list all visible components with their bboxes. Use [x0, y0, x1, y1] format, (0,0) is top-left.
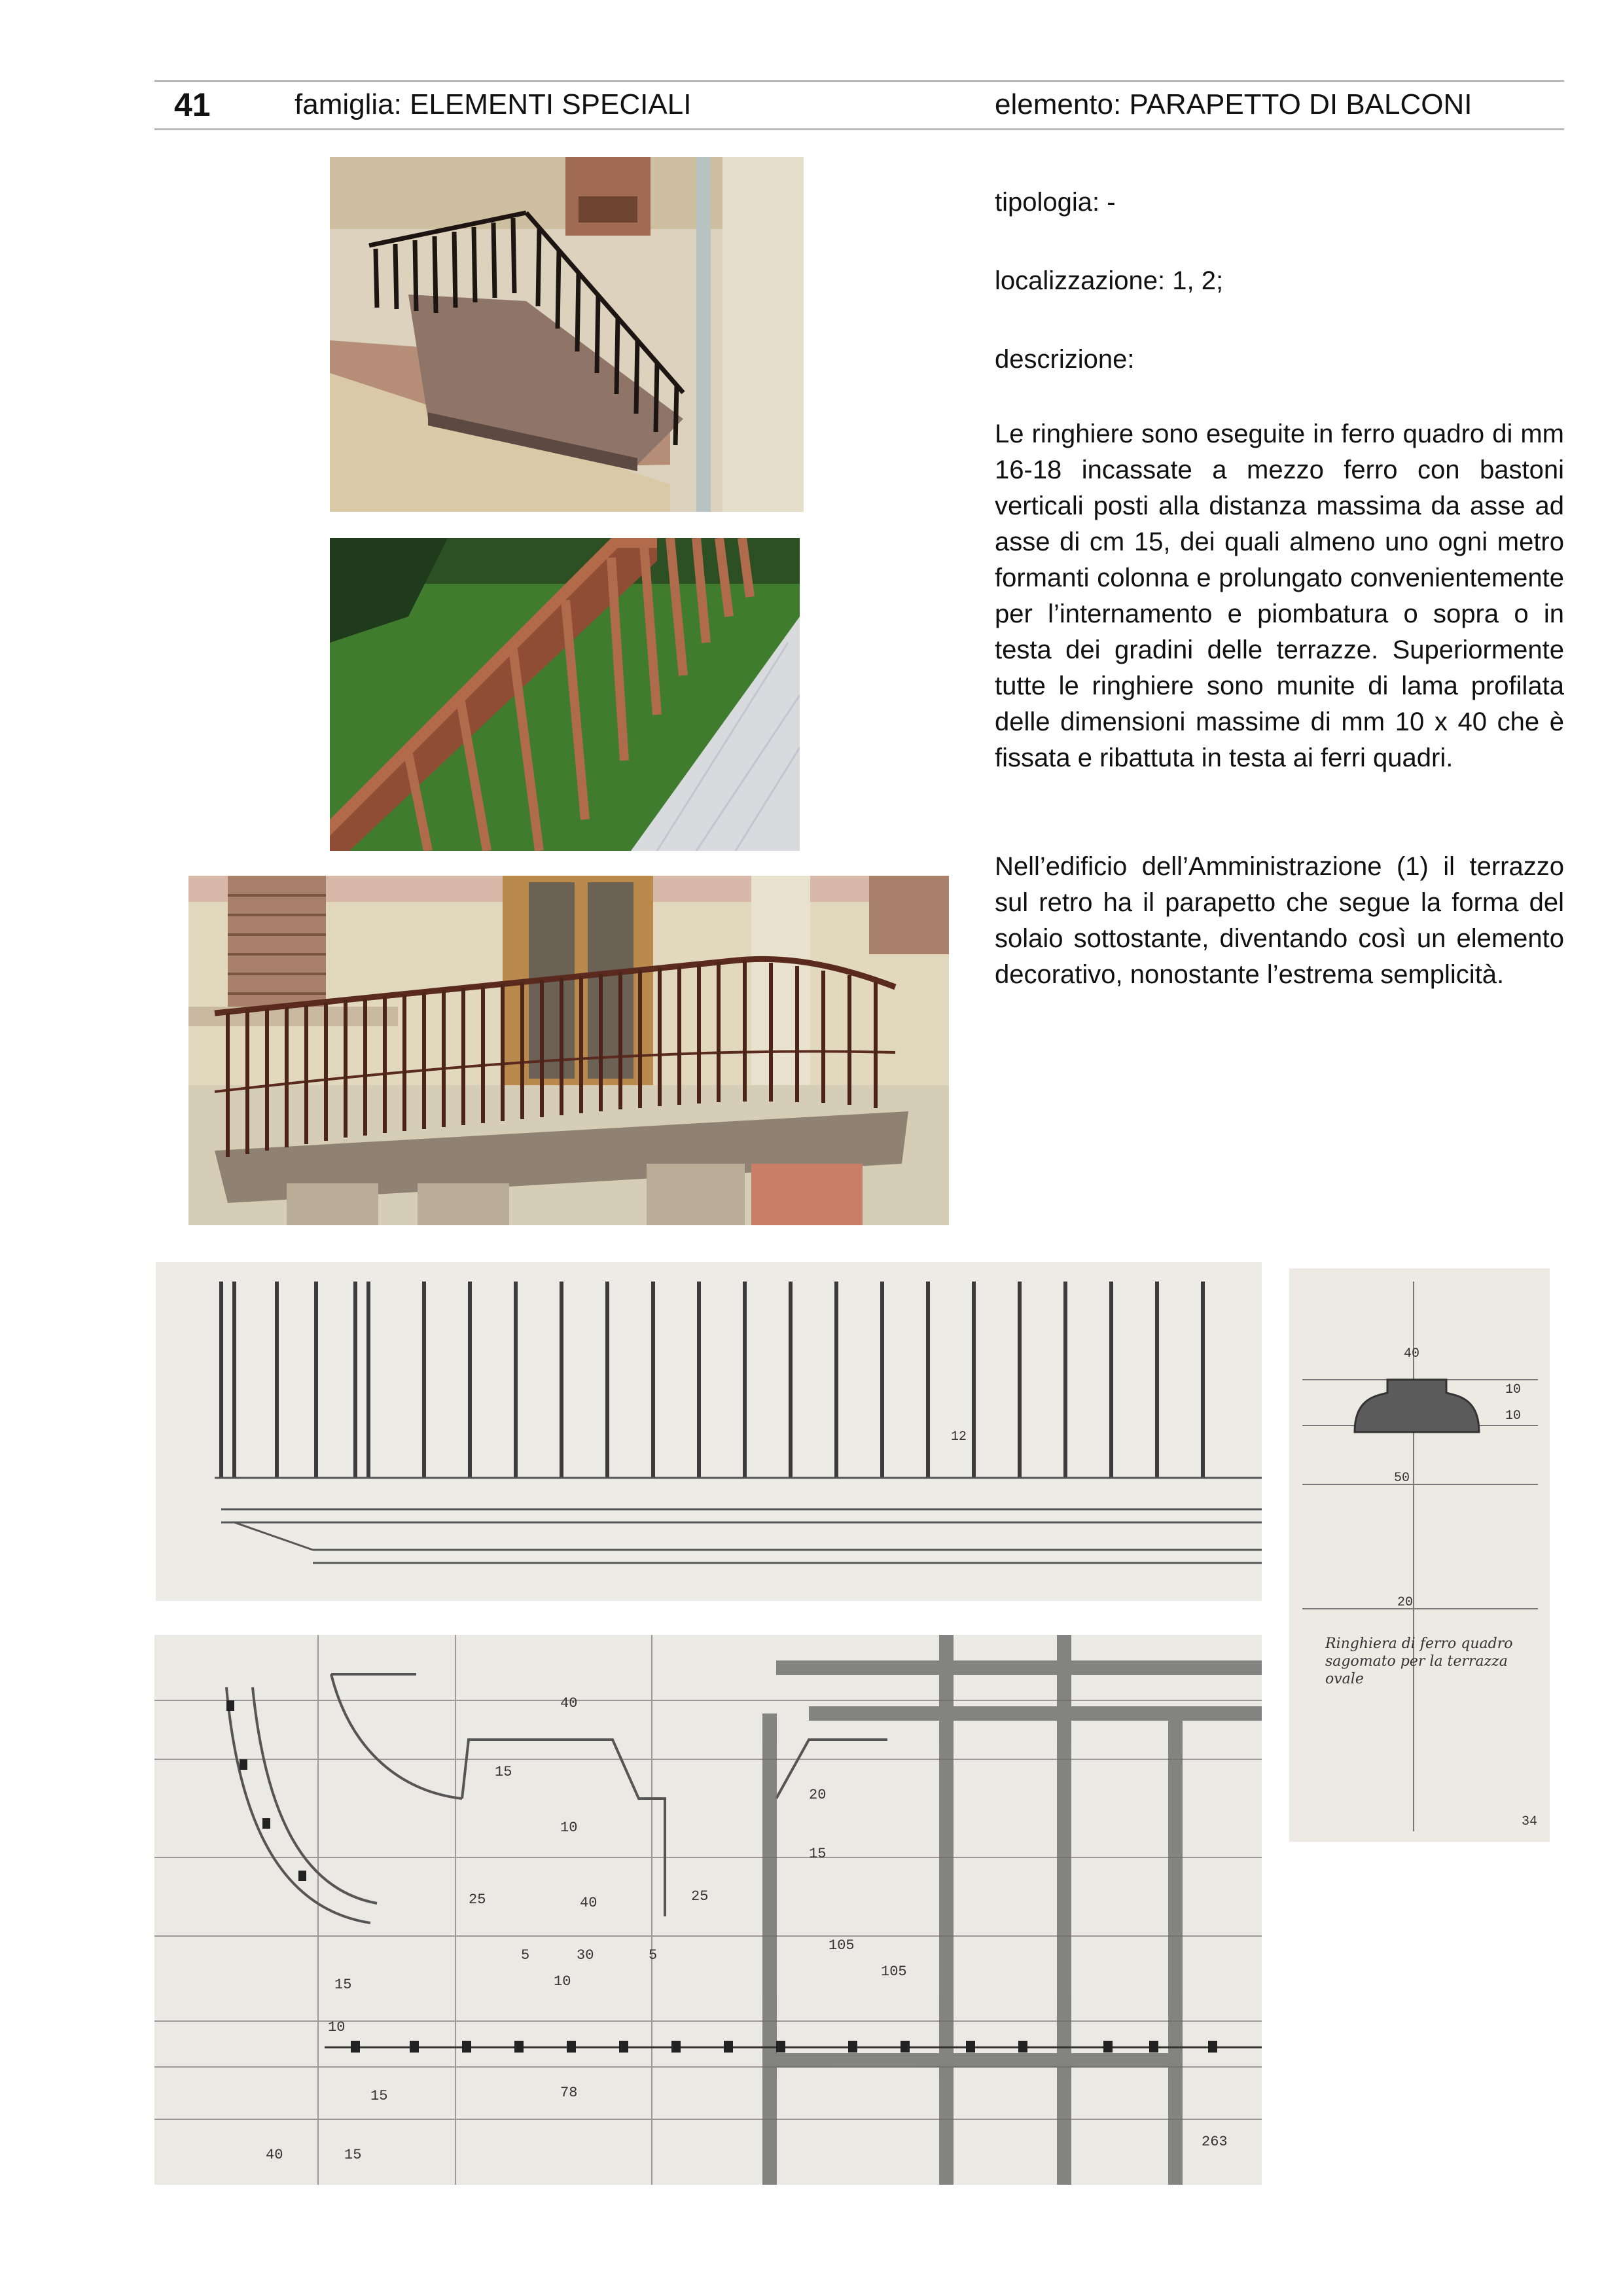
plan-dim-2: 40 — [560, 1695, 578, 1712]
plan-dim-17: 20 — [809, 1787, 827, 1803]
plan-dim-15: 40 — [266, 2147, 283, 2163]
plan-dim-19: 105 — [829, 1937, 855, 1954]
section-dim-mid: 50 — [1394, 1471, 1410, 1486]
plan-dim-4: 25 — [691, 1888, 709, 1905]
plan-dim-21: 263 — [1202, 2134, 1228, 2150]
photo-balcony-underside — [330, 157, 804, 512]
photo-balcony-facade — [188, 876, 949, 1225]
plan-dim-7: 5 — [521, 1947, 530, 1964]
header-bottom-rule — [154, 128, 1564, 130]
tipologia-line: tipologia: - — [995, 188, 1116, 217]
section-note: Ringhiera di ferro quadro sagomato per la terrazza ovale — [1325, 1636, 1513, 1687]
description-paragraph-1 — [995, 416, 1564, 776]
section-dim-top: 40 — [1404, 1346, 1420, 1361]
elevation-dim-label: 12 — [951, 1429, 967, 1444]
section-dim-low: 20 — [1397, 1595, 1414, 1610]
section-dim-side-b: 10 — [1505, 1408, 1522, 1424]
family-label: famiglia: ELEMENTI SPECIALI — [294, 88, 692, 120]
plan-dim-20: 105 — [881, 1964, 907, 1980]
description-paragraph-2 — [995, 849, 1564, 993]
plan-dim-3: 10 — [560, 1820, 578, 1836]
photo-railing-detail — [330, 538, 800, 851]
plan-dim-13: 15 — [370, 2088, 388, 2104]
section-dim-bottom: 34 — [1522, 1814, 1538, 1829]
plan-dim-5: 40 — [580, 1895, 597, 1911]
paragraph-2-text: Nell’edificio dell’Amministrazione (1) il terrazzo sul retro ha il parapetto che segue la forma del solaio sottostante, diventando così un elemento decorativo, nonostante l’estrema semplicità. — [995, 852, 1564, 989]
plan-dim-9: 5 — [649, 1947, 658, 1964]
plan-dim-10: 10 — [554, 1973, 571, 1990]
element-label: elemento: PARAPETTO DI BALCONI — [995, 88, 1472, 120]
drawing-section-detail — [1289, 1268, 1550, 1842]
section-dim-side-a: 10 — [1505, 1382, 1522, 1397]
paragraph-1-text: Le ringhiere sono eseguite in ferro quadro di mm 16-18 incassate a mezzo ferro con bastoni verticali posti alla distanza massima da asse ad asse di cm 15, dei quali almeno uno ogni metro formanti colonna e prolungato convenientemente per l’internamento e piombatura o sopra o in testa dei gradini delle terrazze. Superiormente tutte le ringhiere sono munite di lama profilata delle dimensioni massime di mm 10 x 40 che è fissata e ribattuta in testa ai ferri quadri. — [995, 420, 1564, 772]
drawing-railing-elevation — [156, 1262, 1262, 1601]
header-top-rule — [154, 80, 1564, 82]
plan-dim-16: 15 — [344, 2147, 362, 2163]
drawing-plan-detail — [154, 1635, 1262, 2185]
descrizione-label: descrizione: — [995, 345, 1135, 374]
plan-dim-6: 25 — [469, 1892, 486, 1908]
localizzazione-line: localizzazione: 1, 2; — [995, 266, 1224, 295]
plan-dim-14: 78 — [560, 2085, 578, 2101]
page-number: 41 — [174, 86, 211, 123]
plan-dim-18: 15 — [809, 1846, 827, 1862]
plan-dim-1: 15 — [495, 1764, 512, 1780]
plan-dim-11: 10 — [328, 2019, 346, 2036]
plan-dim-8: 30 — [577, 1947, 594, 1964]
plan-dim-12: 15 — [334, 1977, 352, 1993]
